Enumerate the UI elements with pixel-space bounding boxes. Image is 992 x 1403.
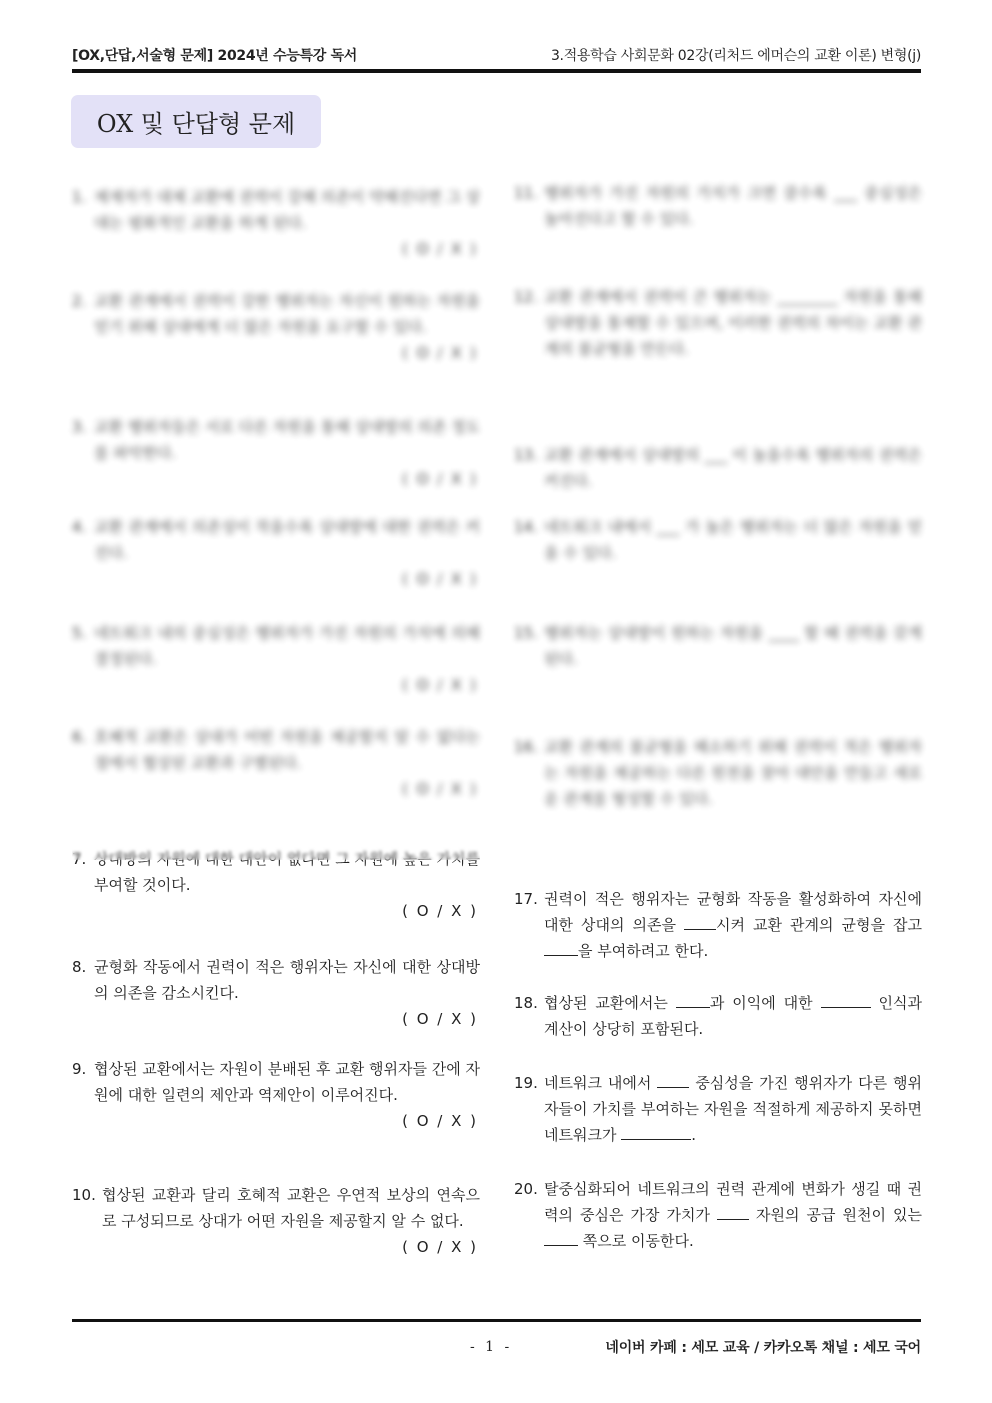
question-number: 7. bbox=[72, 850, 87, 868]
question-number: 17. bbox=[514, 890, 538, 908]
ox-answer-mark[interactable]: ( O / X ) bbox=[402, 902, 478, 920]
question-item bbox=[514, 990, 922, 1042]
question-number: 16. bbox=[514, 738, 538, 756]
question-item bbox=[72, 954, 480, 1032]
question-item bbox=[72, 1056, 480, 1134]
answer-blank[interactable] bbox=[684, 913, 716, 930]
answer-blank[interactable] bbox=[544, 939, 578, 956]
question-item bbox=[72, 620, 480, 698]
question-text: 탈중심화되어 네트워크의 권력 관계에 변화가 생길 때 권력의 중심은 가장 가치가 자원의 공급 원천이 있는 쪽으로 이동한다. bbox=[544, 1180, 922, 1250]
ox-answer-mark[interactable]: ( O / X ) bbox=[402, 344, 478, 362]
footer-divider bbox=[72, 1319, 921, 1322]
question-item bbox=[72, 514, 480, 592]
page-header bbox=[72, 44, 921, 66]
ox-answer-mark[interactable]: ( O / X ) bbox=[402, 1238, 478, 1256]
question-number: 4. bbox=[72, 518, 87, 536]
question-text: 교환 관계의 불균형을 해소하기 위해 권력이 적은 행위자는 자원을 제공하는 다른 원천을 찾아 대안을 만들고 새로운 관계를 형성할 수 있다. bbox=[544, 738, 922, 808]
question-number: 9. bbox=[72, 1060, 87, 1078]
page-number: - 1 - bbox=[470, 1339, 513, 1355]
question-text: 교환 관계에서 의존성이 작을수록 상대방에 대한 권력은 커진다. bbox=[94, 518, 480, 562]
question-text: 협상된 교환에서는 자원이 분배된 후 교환 행위자들 간에 자원에 대한 일련의 제안과 역제안이 이루어진다. bbox=[94, 1060, 480, 1104]
question-number: 11. bbox=[514, 184, 538, 202]
question-item bbox=[72, 288, 480, 366]
question-text: 권력이 적은 행위자는 균형화 작동을 활성화하여 자신에 대한 상대의 의존을 시켜 교환 관계의 균형을 잡고 을 부여하려고 한다. bbox=[544, 890, 922, 960]
question-text: 균형화 작동에서 권력이 적은 행위자는 자신에 대한 상대방의 의존을 감소시킨다. bbox=[94, 958, 480, 1002]
question-number: 13. bbox=[514, 446, 538, 464]
question-item bbox=[514, 734, 922, 812]
question-number: 6. bbox=[72, 728, 87, 746]
question-item bbox=[72, 724, 480, 802]
section-title: OX 및 단답형 문제 bbox=[71, 95, 321, 148]
footer-info: 네이버 카페 : 세모 교육 / 카카오톡 채널 : 세모 국어 bbox=[605, 1340, 921, 1356]
header-title: [OX,단답,서술형 문제] 2024년 수능특강 독서 bbox=[72, 48, 358, 64]
question-item bbox=[72, 1182, 480, 1260]
question-number: 18. bbox=[514, 994, 538, 1012]
question-text: 협상된 교환에서는 과 이익에 대한 인식과 계산이 상당히 포함된다. bbox=[544, 990, 922, 1042]
question-item bbox=[72, 846, 480, 924]
question-number: 1. bbox=[72, 188, 87, 206]
question-item bbox=[514, 442, 922, 494]
question-item bbox=[514, 284, 922, 362]
question-text: 교환 관계에서 상대방의 ___ 이 높을수록 행위자의 권력은 커진다. bbox=[544, 446, 922, 490]
question-text: 행위자가 가진 자원의 가치가 크면 클수록 ___ 중심성은 높아진다고 할 수 있다. bbox=[544, 184, 922, 228]
question-number: 12. bbox=[514, 288, 538, 306]
question-item bbox=[72, 414, 480, 492]
question-number: 10. bbox=[72, 1186, 96, 1204]
ox-answer-mark[interactable]: ( O / X ) bbox=[402, 1010, 478, 1028]
question-item bbox=[514, 514, 922, 566]
question-number: 15. bbox=[514, 624, 538, 642]
question-number: 8. bbox=[72, 958, 87, 976]
question-item bbox=[514, 1176, 922, 1254]
question-number: 19. bbox=[514, 1074, 538, 1092]
question-text: 교환 관계에서 권력이 강한 행위자는 자신이 원하는 자원을 얻기 위해 상대에게 더 많은 자원을 요구할 수 있다. bbox=[94, 292, 480, 336]
ox-answer-mark[interactable]: ( O / X ) bbox=[402, 780, 478, 798]
question-text: 네트워크 내에서 중심성을 가진 행위자가 다른 행위자들이 가치를 부여하는 자원을 적절하게 제공하지 못하면 네트워크가 . bbox=[544, 1070, 922, 1148]
question-item bbox=[514, 620, 922, 672]
ox-answer-mark[interactable]: ( O / X ) bbox=[402, 470, 478, 488]
question-text: 네트워크 내의 중심성은 행위자가 가진 자원의 가치에 의해 결정된다. bbox=[94, 624, 480, 668]
header-divider bbox=[72, 69, 921, 73]
answer-blank[interactable] bbox=[676, 991, 710, 1008]
question-item bbox=[514, 886, 922, 964]
question-text: 교환 행위자들은 서로 다른 자원을 통해 상대방의 의존 정도를 파악한다. bbox=[94, 418, 480, 462]
answer-blank[interactable] bbox=[657, 1071, 689, 1088]
question-number: 20. bbox=[514, 1180, 538, 1198]
question-text: 상대방의 자원에 대한 대안이 없다면 그 자원에 높은 가치를 부여할 것이다. bbox=[94, 846, 480, 898]
question-number: 2. bbox=[72, 292, 87, 310]
question-number: 3. bbox=[72, 418, 87, 436]
ox-answer-mark[interactable]: ( O / X ) bbox=[402, 570, 478, 588]
answer-blank[interactable] bbox=[544, 1229, 578, 1246]
question-text: 행위자는 상대방이 원하는 자원을 ____ 할 때 권력을 갖게 된다. bbox=[544, 624, 922, 668]
ox-answer-mark[interactable]: ( O / X ) bbox=[402, 240, 478, 258]
answer-blank[interactable] bbox=[821, 991, 871, 1008]
question-text: 교환 관계에서 권력이 큰 행위자는 ________ 자원을 통해 상대방을 통제할 수 있으며, 이러한 권력의 차이는 교환 관계의 불균형을 만든다. bbox=[544, 288, 922, 358]
ox-answer-mark[interactable]: ( O / X ) bbox=[402, 1112, 478, 1130]
question-item bbox=[514, 180, 922, 232]
question-text: 호혜적 교환은 상대가 어떤 자원을 제공할지 알 수 없다는 점에서 협상된 교환과 구별된다. bbox=[94, 728, 480, 772]
obscured-line bbox=[72, 846, 480, 860]
question-item bbox=[514, 1070, 922, 1148]
question-text: 제재자가 대체 교환에 권력이 강해 의존이 약해진다면 그 상대는 평화적인 교환을 하게 된다. bbox=[94, 188, 480, 232]
question-text: 협상된 교환과 달리 호혜적 교환은 우연적 보상의 연속으로 구성되므로 상대가 어떤 자원을 제공할지 알 수 없다. bbox=[102, 1186, 480, 1230]
ox-answer-mark[interactable]: ( O / X ) bbox=[402, 676, 478, 694]
question-number: 5. bbox=[72, 624, 87, 642]
question-item bbox=[72, 184, 480, 262]
answer-blank[interactable] bbox=[621, 1123, 691, 1140]
question-number: 14. bbox=[514, 518, 538, 536]
answer-blank[interactable] bbox=[717, 1203, 749, 1220]
header-subtitle: 3.적용학습 사회문화 02강(리처드 에머슨의 교환 이론) 변형(j) bbox=[550, 48, 921, 64]
question-text: 네트워크 내에서 ___ 가 높은 행위자는 더 많은 자원을 얻을 수 있다. bbox=[544, 518, 922, 562]
page-footer bbox=[470, 1337, 921, 1357]
